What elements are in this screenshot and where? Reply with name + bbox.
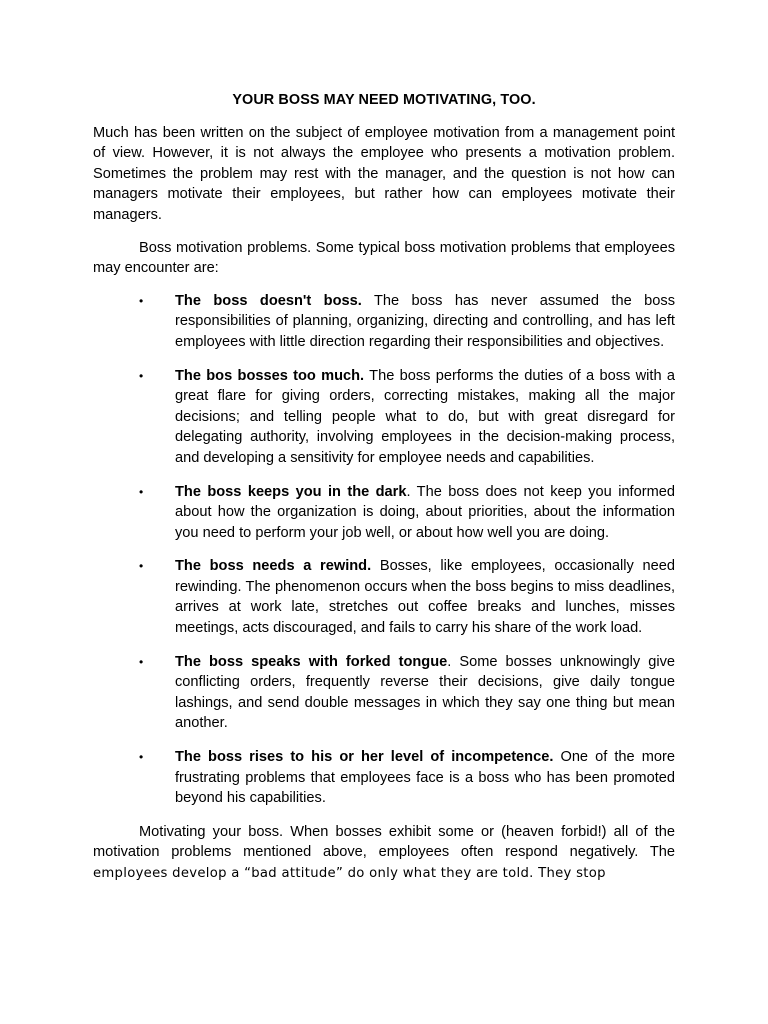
bullet-text: One of the more frustrating problems that employees face is a boss who has been promoted beyond his capabilities. [175,749,675,807]
list-item [93,366,675,469]
bullet-heading: The boss needs a rewind. [175,558,372,575]
list-item [93,652,675,734]
bullet-icon: • [139,368,144,383]
bullet-icon: • [139,654,144,669]
bullet-text: . The boss does not keep you informed about how the organization is doing, about priorities, about the information you need to perform your job well, or about how well you are doing. [175,483,675,541]
intro-paragraph: Much has been written on the subject of employee motivation from a management point of view. However, it is not always the employee who presents a motivation problem. Sometimes the problem may rest with the manager, and the question is not how can managers motivate their employees, but rather how can employees motivate their managers. [93,124,675,223]
document-title: YOUR BOSS MAY NEED MOTIVATING, TOO. [232,92,536,108]
list-item [93,747,675,809]
bullet-heading: The boss speaks with forked tongue [175,653,448,670]
boss-problems-list [93,291,675,809]
bullet-heading: The boss doesn't boss. [175,292,362,309]
bullet-icon: • [139,293,144,308]
section-intro-paragraph: Boss motivation problems. Some typical boss motivation problems that employees may encounter are: [93,239,675,277]
bullet-text: The boss has never assumed the boss responsibilities of planning, organizing, directing and controlling, and has left employees with little direction regarding their responsibilities and objectives. [175,292,675,350]
document-page [93,90,675,885]
closing-paragraph [93,822,675,885]
list-item [93,482,675,544]
bullet-text: The boss performs the duties of a boss with a great flare for giving orders, correcting mistakes, making all the major decisions; and telling people what to do, but with great disregard for delegating authority, involving employees in the decision-making process, and developing a sensitivity for employee needs and capabilities. [175,367,675,466]
list-item [93,291,675,353]
bullet-icon: • [139,484,144,499]
bullet-icon: • [139,559,144,574]
bullet-heading: The bos bosses too much. [175,367,365,384]
bullet-text: Bosses, like employees, occasionally need rewinding. The phenomenon occurs when the boss begins to miss deadlines, arrives at work late, stretches out coffee breaks and lunches, misses meetings, acts discouraged, and fails to carry his share of the work load. [175,558,675,637]
list-item [93,556,675,638]
bullet-icon: • [139,750,144,765]
bullet-heading: The boss keeps you in the dark [175,483,407,500]
bullet-text: . Some bosses unknowingly give conflicting orders, frequently reverse their decisions, give daily tongue lashings, and send double messages in which they say one thing but mean another. [175,653,675,732]
bullet-heading: The boss rises to his or her level of incompetence. [175,749,554,766]
closing-text: Motivating your boss. When bosses exhibit some or (heaven forbid!) all of the motivation problems mentioned above, employees often respond negatively. The [93,823,675,861]
closing-last-line: employees develop a “bad attitude” do only what they are told. They stop [93,866,606,881]
